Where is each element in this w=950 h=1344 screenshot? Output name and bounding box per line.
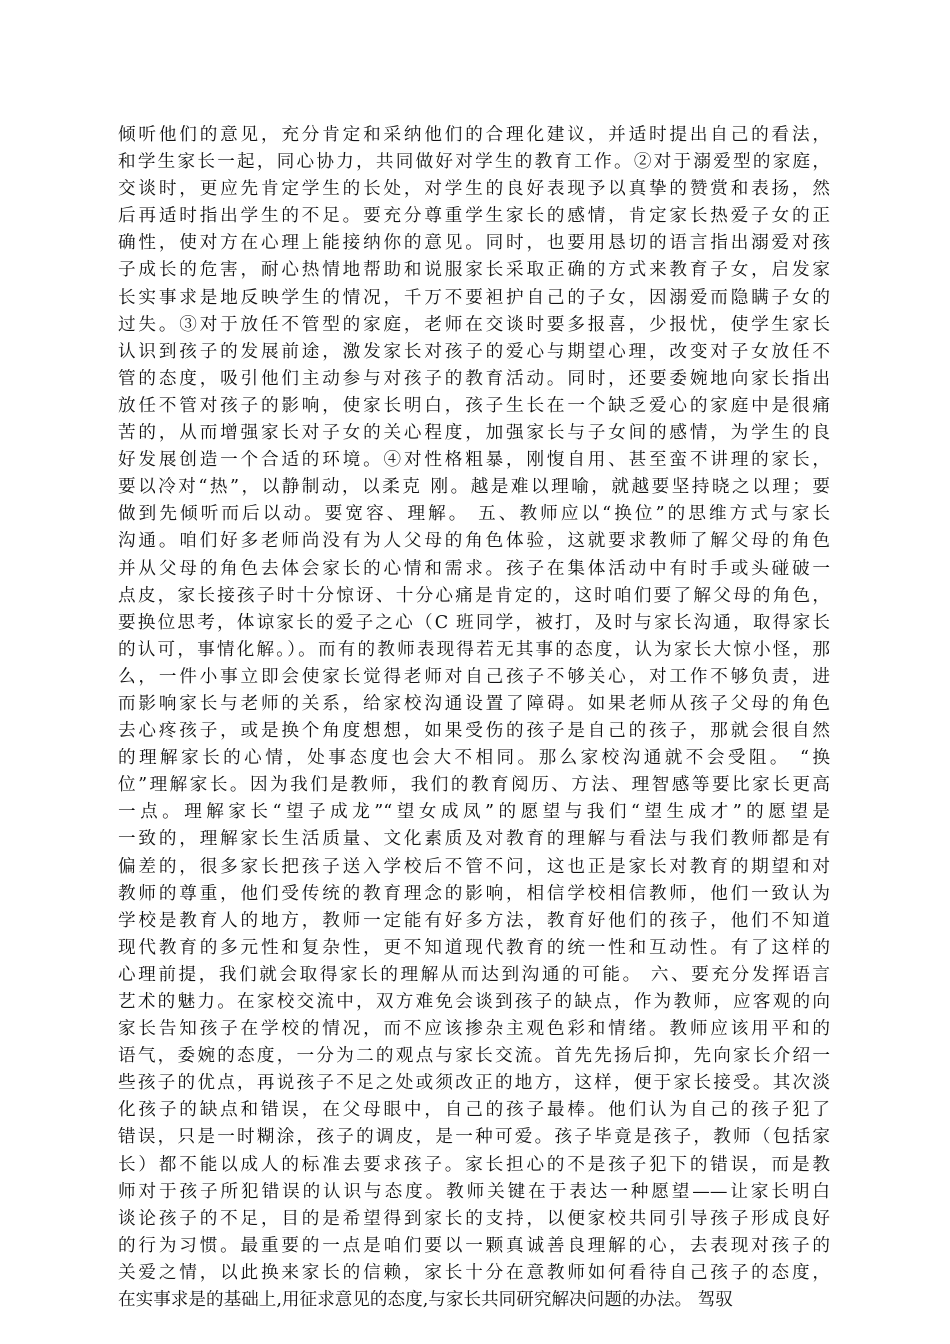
text-line: 确性，使对方在心理上能接纳你的意见。同时，也要用恳切的语言指出溺爱对孩 (118, 233, 830, 254)
text-line: 现代教育的多元性和复杂性，更不知道现代教育的统一性和互动性。有了这样的 (118, 937, 830, 958)
text-line: 交谈时，更应先肯定学生的长处，对学生的良好表现予以真挚的赞赏和表扬，然 (118, 179, 830, 200)
text-line: 学校是教育人的地方，教师一定能有好多方法，教育好他们的孩子，他们不知道 (118, 910, 830, 931)
text-line: 并从父母的角色去体会家长的心情和需求。孩子在集体活动中有时手或头碰破一 (118, 558, 830, 579)
text-line: 在实事求是的基础上,用征求意见的态度,与家长共同研究解决问题的办法。 驾驭 (118, 1290, 733, 1311)
text-line: 师对于孩子所犯错误的认识与态度。教师关键在于表达一种愿望——让家长明白 (118, 1181, 830, 1202)
text-line: 和学生家长一起，同心协力，共同做好对学生的教育工作。②对于溺爱型的家庭， (118, 152, 830, 173)
text-line: 后再适时指出学生的不足。要充分尊重学生家长的感情，肯定家长热爱子女的正 (118, 206, 830, 227)
text-line: 一点。理解家长“望子成龙”“望女成凤”的愿望与我们“望生成才”的愿望是 (118, 802, 830, 823)
text-line: 的行为习惯。最重要的一点是咱们要以一颗真诚善良理解的心，去表现对孩子的 (118, 1235, 830, 1256)
text-line: 长）都不能以成人的标准去要求孩子。家长担心的不是孩子犯下的错误，而是教 (118, 1154, 830, 1175)
text-line: 子成长的危害，耐心热情地帮助和说服家长采取正确的方式来教育子女，启发家 (118, 260, 830, 281)
text-line: 的认可，事情化解。）。而有的教师表现得若无其事的态度，认为家长大惊小怪，那 (118, 639, 830, 660)
text-line: 要以冷对“热”，以静制动，以柔克 刚。越是难以理喻，就越要坚持晓之以理；要 (118, 477, 830, 498)
text-line: 过失。③对于放任不管型的家庭，老师在交谈时要多报喜，少报忧，使学生家长 (118, 314, 830, 335)
text-line: 么，一件小事立即会使家长觉得老师对自己孩子不够关心，对工作不够负责，进 (118, 666, 830, 687)
text-line: 些孩子的优点，再说孩子不足之处或须改正的地方，这样，便于家长接受。其次淡 (118, 1073, 830, 1094)
text-line: 管的态度，吸引他们主动参与对孩子的教育活动。同时，还要委婉地向家长指出 (118, 368, 830, 389)
text-line: 的理解家长的心情，处事态度也会大不相同。那么家校沟通就不会受阻。 “换 (118, 748, 830, 769)
text-line: 做到先倾听而后以动。要宽容、理解。 五、教师应以“换位”的思维方式与家长 (118, 504, 830, 525)
text-line: 语气，委婉的态度，一分为二的观点与家长交流。首先先扬后抑，先向家长介绍一 (118, 1046, 830, 1067)
text-line: 去心疼孩子，或是换个角度想想，如果受伤的孩子是自己的孩子，那就会很自然 (118, 721, 830, 742)
text-line: 位”理解家长。因为我们是教师，我们的教育阅历、方法、理智感等要比家长更高 (118, 775, 830, 796)
text-line: 倾听他们的意见，充分肯定和采纳他们的合理化建议，并适时提出自己的看法， (118, 125, 830, 145)
text-line: 好发展创造一个合适的环境。④对性格粗暴，刚愎自用、甚至蛮不讲理的家长， (118, 450, 830, 471)
text-line: 家长告知孩子在学校的情况，而不应该掺杂主观色彩和情绪。教师应该用平和的 (118, 1019, 830, 1040)
text-line: 认识到孩子的发展前途，激发家长对孩子的爱心与期望心理，改变对子女放任不 (118, 341, 830, 362)
text-line: 要换位思考，体谅家长的爱子之心（C 班同学，被打，及时与家长沟通，取得家长 (118, 612, 830, 633)
text-line: 长实事求是地反映学生的情况，千万不要袒护自己的子女，因溺爱而隐瞒子女的 (118, 287, 830, 308)
text-line: 错误，只是一时糊涂，孩子的调皮，是一种可爱。孩子毕竟是孩子，教师（包括家 (118, 1127, 830, 1148)
text-line: 心理前提，我们就会取得家长的理解从而达到沟通的可能。 六、要充分发挥语言 (118, 964, 830, 985)
text-line: 谈论孩子的不足，目的是希望得到家长的支持，以便家校共同引导孩子形成良好 (118, 1208, 830, 1229)
text-line: 苦的，从而增强家长对子女的关心程度，加强家长与子女间的感情，为学生的良 (118, 423, 830, 444)
text-line: 教师的尊重，他们受传统的教育理念的影响，相信学校相信教师，他们一致认为 (118, 883, 830, 904)
text-line: 偏差的，很多家长把孩子送入学校后不管不问，这也正是家长对教育的期望和对 (118, 856, 830, 877)
text-line: 放任不管对孩子的影响，使家长明白，孩子生长在一个缺乏爱心的家庭中是很痛 (118, 395, 830, 416)
text-line: 一致的，理解家长生活质量、文化素质及对教育的理解与看法与我们教师都是有 (118, 829, 830, 850)
text-line: 沟通。咱们好多老师尚没有为人父母的角色体验，这就要求教师了解父母的角色 (118, 531, 830, 552)
text-line: 关爱之情，以此换来家长的信赖，家长十分在意教师如何看待自己孩子的态度， (118, 1262, 830, 1283)
text-line: 艺术的魅力。在家校交流中，双方难免会谈到孩子的缺点，作为教师，应客观的向 (118, 992, 830, 1012)
body-text (118, 122, 830, 1314)
text-line: 化孩子的缺点和错误，在父母眼中，自己的孩子最棒。他们认为自己的孩子犯了 (118, 1100, 830, 1121)
text-line: 而影响家长与老师的关系，给家校沟通设置了障碍。如果老师从孩子父母的角色 (118, 693, 830, 714)
text-line: 点皮，家长接孩子时十分惊讶、十分心痛是肯定的，这时咱们要了解父母的角色， (118, 585, 830, 606)
